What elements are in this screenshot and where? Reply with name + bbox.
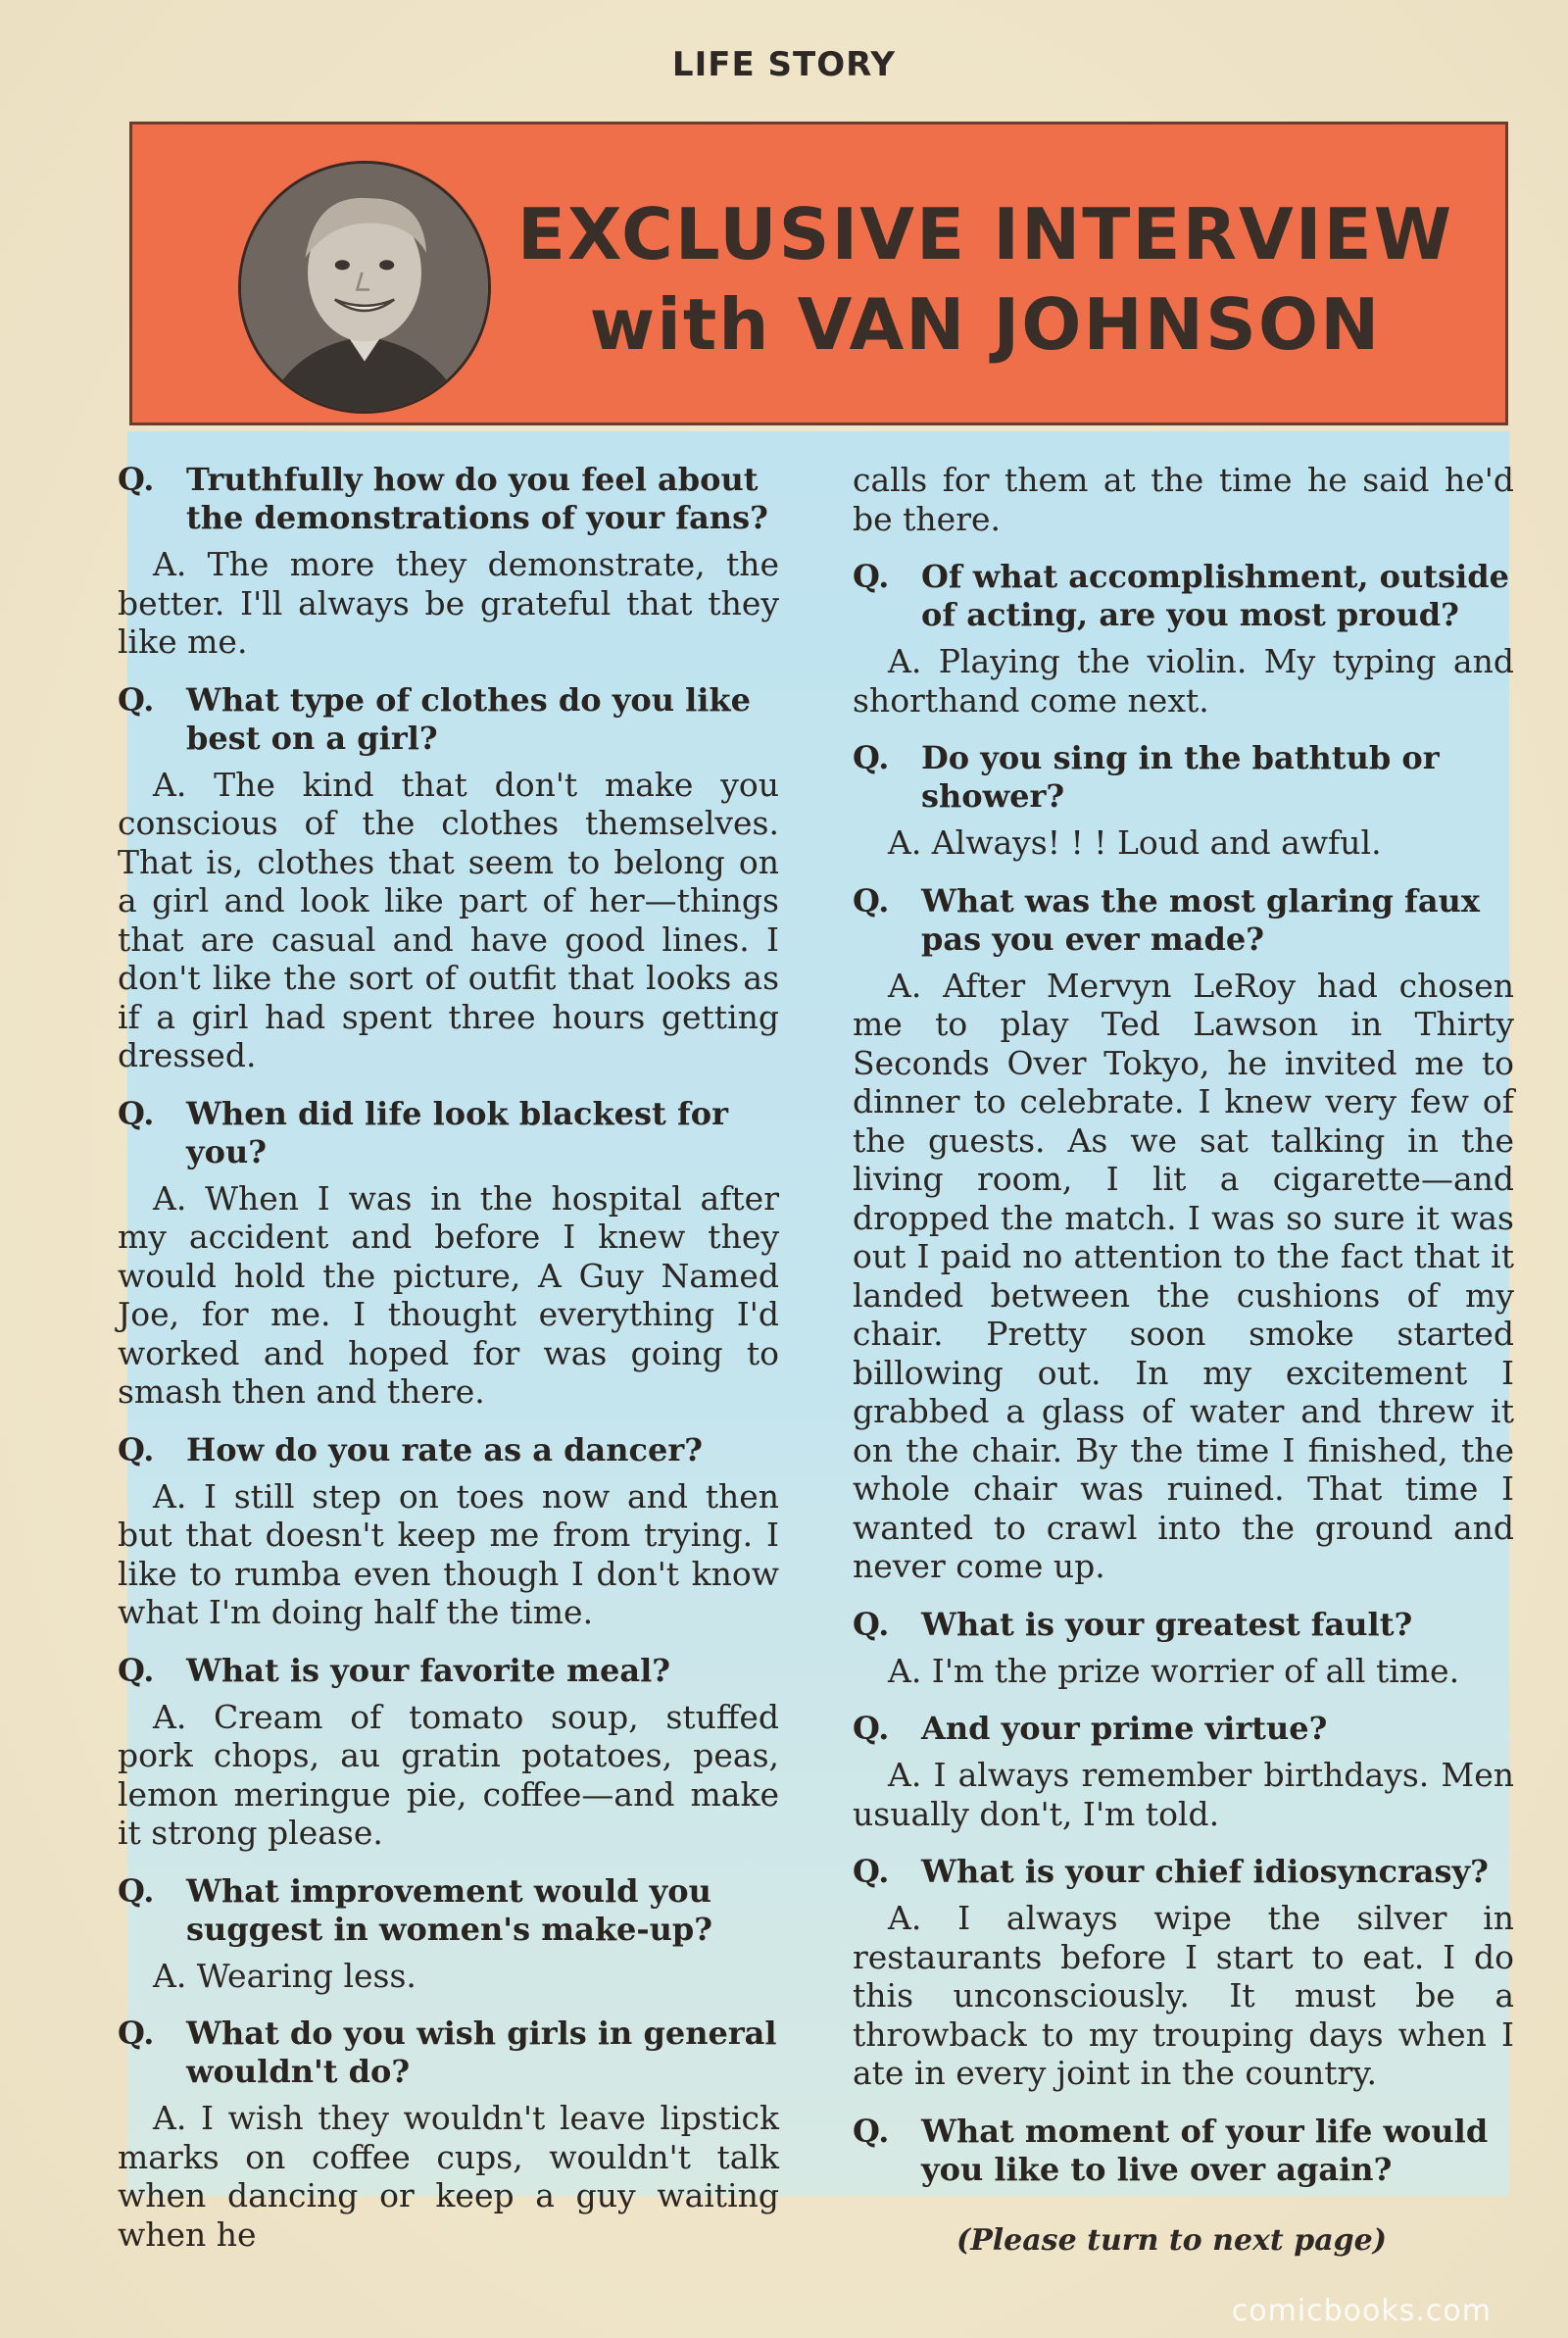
answer: A. The kind that don't make you conscious of the clothes themselves. That is, clothes that seem to belong on a girl and look like part of her—things that are casual and have good lines. I don't like the sort of outfit that looks as if a girl had spent three hours getting dressed. [118,765,779,1074]
qa-pair [118,461,779,662]
question-text: Truthfully how do you feel about the demonstrations of your fans? [186,461,768,536]
question-text: What improvement would you suggest in women's make-up? [186,1871,713,1948]
question [853,1606,1514,1644]
answer: A. Cream of tomato soup, stuffed pork chops, au gratin potatoes, peas, lemon meringue pie, coffee—and make it strong please. [118,1697,779,1852]
qa-pair [118,1652,779,1853]
question-text: Of what accomplishment, outside of acting, are you most proud? [921,558,1509,633]
question-text: What was the most glaring faux pas you ever made? [921,881,1480,958]
title-banner [129,122,1508,425]
qa-pair [853,1853,1514,2093]
qa-pair [118,2015,779,2254]
question-marker: Q. [853,1853,890,1890]
title-line-2: with VAN JOHNSON [589,283,1382,366]
question-text: When did life look blackest for you? [186,1094,728,1170]
qa-pair [853,558,1514,720]
question-marker: Q. [853,739,890,776]
question-marker: Q. [853,881,890,920]
answer: A. After Mervyn LeRoy had chosen me to play Ted Lawson in Thirty Seconds Over Tokyo, he invited me to dinner to celebrate. I knew very few of the guests. As we sat talking in the living room, I lit a cigarette—and dropped the match. I was so sure it was out I paid no attention to the fact that it landed between the cushions of my chair. Pretty soon smoke started billowing out. In my excitement I grabbed a glass of water and threw it on the chair. By the time I finished, the whole chair was ruined. That time I wanted to crawl into the ground and never come up. [853,966,1514,1585]
qa-pair [853,2113,1514,2189]
question-text: How do you rate as a dancer? [186,1430,703,1468]
question-marker: Q. [118,461,155,498]
question-marker: Q. [118,680,155,719]
question [118,1431,779,1469]
portrait-photo [238,161,491,414]
question-text: And your prime virtue? [921,1710,1328,1747]
question-text: What moment of your life would you like to live over again? [921,2112,1489,2188]
answer: A. I always remember birthdays. Men usually don't, I'm told. [853,1756,1514,1833]
answer: A. I still step on toes now and then but that doesn't keep me from trying. I like to rumba even though I don't know what I'm doing half the time. [118,1476,779,1631]
question [118,1652,779,1690]
continued-note: (Please turn to next page) [956,2223,1387,2258]
question-text: What is your greatest fault? [921,1605,1413,1643]
interview-title [485,189,1486,370]
title-line-1: EXCLUSIVE INTERVIEW [516,193,1454,275]
question-marker: Q. [118,2015,155,2052]
question-text: What type of clothes do you like best on a girl? [186,680,751,757]
question-marker: Q. [853,558,890,595]
answer: A. When I was in the hospital after my accident and before I knew they would hold the picture, A Guy Named Joe, for me. I thought everything I'd worked and hoped for was going to smash then and there. [118,1178,779,1411]
question [118,2015,779,2091]
question-marker: Q. [853,1605,890,1643]
question [853,1853,1514,1891]
question [853,1710,1514,1748]
question-text: What is your chief idiosyncrasy? [921,1853,1489,1890]
qa-pair [118,1431,779,1632]
answer: A. I always wipe the silver in restaurants before I start to eat. I do this unconsciously. It must be a throwback to my trouping days when I ate in every joint in the country. [853,1899,1514,2092]
question-marker: Q. [118,1871,155,1910]
answer: A. I'm the prize worrier of all time. [888,1651,1460,1690]
answer: A. Always! ! ! Loud and awful. [888,823,1382,862]
question-marker: Q. [118,1651,155,1689]
qa-pair [118,1095,779,1412]
answer: A. The more they demonstrate, the better. I'll always be grateful that they like me. [118,545,779,661]
question-text: Do you sing in the bathtub or shower? [921,739,1440,815]
qa-pair [118,1872,779,1996]
question-text: What is your favorite meal? [186,1651,670,1689]
question [118,461,779,537]
question-marker: Q. [118,1430,155,1468]
question [853,882,1514,959]
watermark: comicbooks.com [1231,2294,1492,2328]
qa-pair [853,1606,1514,1691]
right-column [853,461,1514,2197]
question [118,681,779,758]
question [118,1095,779,1171]
question [853,2113,1514,2189]
question-marker: Q. [853,2112,890,2150]
qa-pair [853,739,1514,863]
running-head: LIFE STORY [671,45,897,84]
answer: A. I wish they wouldn't leave lipstick marks on coffee cups, wouldn't talk when dancing or keep a guy waiting when he [118,2099,779,2254]
answer: A. Wearing less. [153,1956,416,1995]
left-column [118,461,779,2273]
question [853,739,1514,816]
question [118,1872,779,1949]
answer: A. Playing the violin. My typing and shorthand come next. [853,642,1514,720]
portrait-illustration [241,164,488,411]
answer-continuation: calls for them at the time he said he'd be there. [853,461,1514,538]
qa-pair [853,882,1514,1586]
question-marker: Q. [853,1710,890,1747]
qa-pair [853,1710,1514,1833]
question [853,558,1514,634]
question-marker: Q. [118,1094,155,1132]
qa-pair [118,681,779,1075]
question-text: What do you wish girls in general wouldn't do? [186,2015,777,2090]
